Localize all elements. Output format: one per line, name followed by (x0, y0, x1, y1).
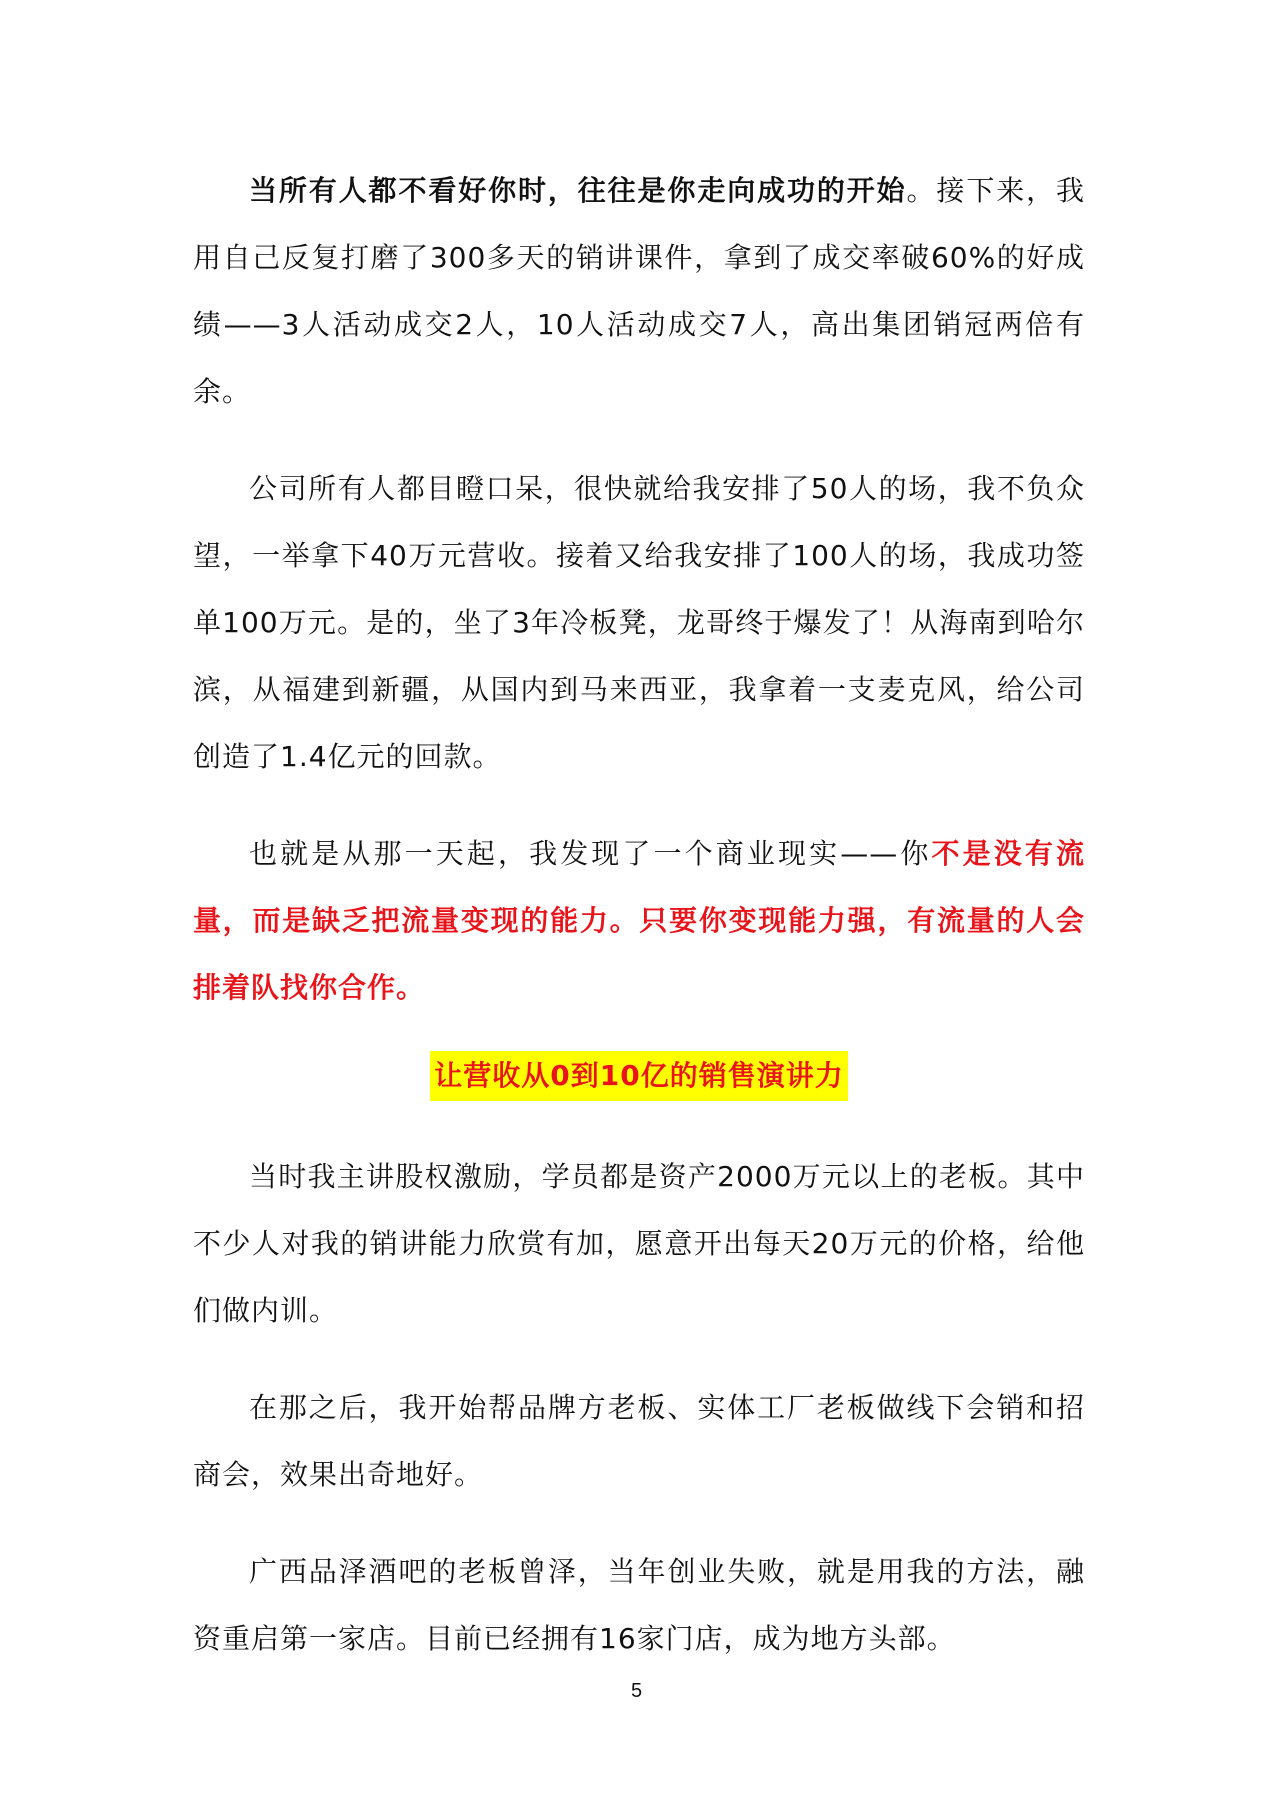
red-emphasis-text: 不是没有流量，而是缺乏把流量变现的能力。只要你变现能力强，有流量的人会排着队找你合作。 (193, 837, 1085, 1004)
page-body (193, 157, 1085, 1702)
paragraph-2: 公司所有人都目瞪口呆，很快就给我安排了50人的场，我不负众望，一举拿下40万元营收。接着又给我安排了100人的场，我成功签单100万元。是的，坐了3年冷板凳，龙哥终于爆发了！从海南到哈尔滨，从福建到新疆，从国内到马来西亚，我拿着一支麦克风，给公司创造了1.4亿元的回款。 (193, 472, 1085, 773)
paragraph-6: 广西品泽酒吧的老板曾泽，当年创业失败，就是用我的方法，融资重启第一家店。目前已经拥有16家门店，成为地方头部。 (193, 1555, 1085, 1655)
paragraph-5: 在那之后，我开始帮品牌方老板、实体工厂老板做线下会销和招商会，效果出奇地好。 (193, 1391, 1085, 1491)
bold-lead-sentence: 当所有人都不看好你时，往往是你走向成功的开始 (249, 174, 907, 207)
paragraph-4: 当时我主讲股权激励，学员都是资产2000万元以上的老板。其中不少人对我的销讲能力欣赏有加，愿意开出每天20万元的价格，给他们做内训。 (193, 1160, 1085, 1327)
page-number: 5 (630, 1680, 643, 1702)
paragraph-1-text: 。接下来，我用自己反复打磨了300多天的销讲课件，拿到了成交率破60%的好成绩——3人活动成交2人，10人活动成交7人，高出集团销冠两倍有余。 (193, 174, 1085, 408)
section-heading-container (193, 1051, 1085, 1109)
section-heading: 让营收从0到10亿的销售演讲力 (430, 1051, 847, 1101)
paragraph-1 (193, 157, 1085, 425)
paragraph-3-text: 也就是从那一天起，我发现了一个商业现实——你 (249, 837, 932, 870)
paragraph-3 (193, 820, 1085, 1021)
